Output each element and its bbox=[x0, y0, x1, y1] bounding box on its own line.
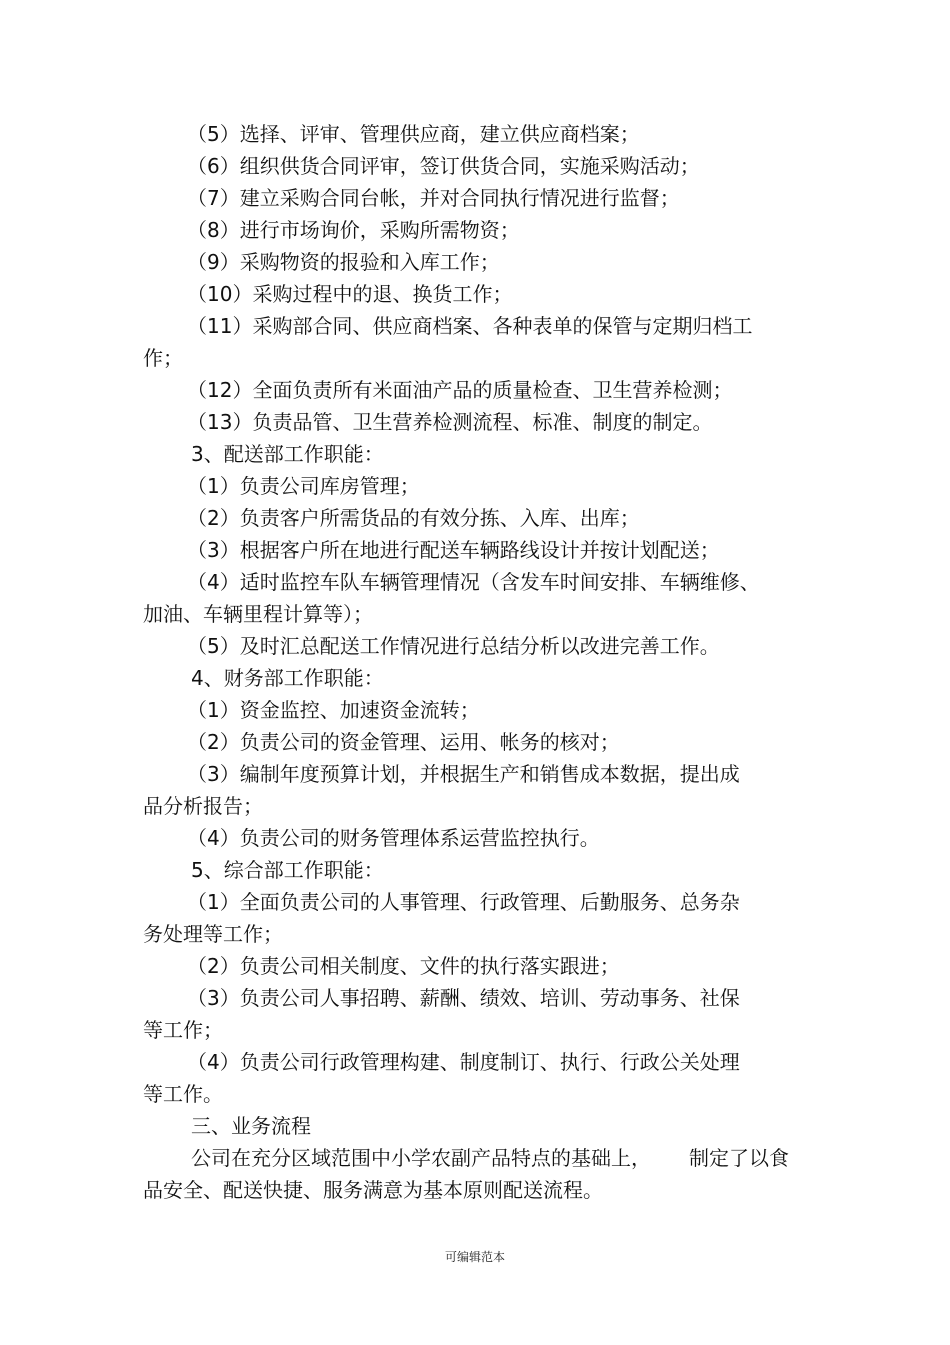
paragraph-line: （3）根据客户所在地进行配送车辆路线设计并按计划配送； bbox=[187, 538, 720, 562]
paragraph-line: 三、业务流程 bbox=[191, 1114, 311, 1138]
paragraph-line: （2）负责客户所需货品的有效分拣、入库、出库； bbox=[187, 506, 640, 530]
paragraph-line: （4）负责公司的财务管理体系运营监控执行。 bbox=[187, 826, 600, 850]
paragraph-line: （1）全面负责公司的人事管理、行政管理、后勤服务、总务杂 bbox=[187, 890, 740, 914]
paragraph-line bbox=[143, 1142, 808, 1174]
paragraph-line: （12）全面负责所有米面油产品的质量检查、卫生营养检测； bbox=[187, 378, 733, 402]
paragraph-line: （5）及时汇总配送工作情况进行总结分析以改进完善工作。 bbox=[187, 634, 720, 658]
paragraph-line: （4）适时监控车队车辆管理情况（含发车时间安排、车辆维修、 bbox=[187, 570, 760, 594]
paragraph-line: 3、配送部工作职能： bbox=[191, 442, 384, 466]
paragraph-line: 5、综合部工作职能： bbox=[191, 858, 384, 882]
paragraph-line: （5）选择、评审、管理供应商，建立供应商档案； bbox=[187, 122, 640, 146]
paragraph-line: （10）采购过程中的退、换货工作； bbox=[187, 282, 513, 306]
paragraph-line: （2）负责公司相关制度、文件的执行落实跟进； bbox=[187, 954, 620, 978]
paragraph-line: 品安全、配送快捷、服务满意为基本原则配送流程。 bbox=[143, 1178, 603, 1202]
paragraph-line: （11）采购部合同、供应商档案、各种表单的保管与定期归档工 bbox=[187, 314, 753, 338]
paragraph-line: 品分析报告； bbox=[143, 794, 263, 818]
paragraph-line: （13）负责品管、卫生营养检测流程、标准、制度的制定。 bbox=[187, 410, 713, 434]
paragraph-line: （3）编制年度预算计划，并根据生产和销售成本数据，提出成 bbox=[187, 762, 740, 786]
paragraph-line: 务处理等工作； bbox=[143, 922, 283, 946]
paragraph-line: （9）采购物资的报验和入库工作； bbox=[187, 250, 500, 274]
paragraph-line: 作； bbox=[143, 346, 183, 370]
paragraph-text-part1: 公司在充分区域范围中小学农副产品特点的基础上， bbox=[191, 1146, 651, 1170]
paragraph-line: 加油、车辆里程计算等）； bbox=[143, 602, 373, 626]
paragraph-text-part2: 制定了以食 bbox=[689, 1146, 789, 1170]
page-footer: 可编辑范本 bbox=[444, 1250, 505, 1264]
paragraph-line: （6）组织供货合同评审，签订供货合同，实施采购活动； bbox=[187, 154, 700, 178]
paragraph-line: （2）负责公司的资金管理、运用、帐务的核对； bbox=[187, 730, 620, 754]
paragraph-line: （1）负责公司库房管理； bbox=[187, 474, 420, 498]
paragraph-line: （4）负责公司行政管理构建、制度制订、执行、行政公关处理 bbox=[187, 1050, 740, 1074]
document-body bbox=[143, 118, 808, 1206]
paragraph-line: 等工作； bbox=[143, 1018, 223, 1042]
paragraph-line: 等工作。 bbox=[143, 1082, 223, 1106]
paragraph-line: （1）资金监控、加速资金流转； bbox=[187, 698, 480, 722]
paragraph-line: （3）负责公司人事招聘、薪酬、绩效、培训、劳动事务、社保 bbox=[187, 986, 740, 1010]
paragraph-line: （8）进行市场询价，采购所需物资； bbox=[187, 218, 520, 242]
paragraph-line: 4、财务部工作职能： bbox=[191, 666, 384, 690]
paragraph-line: （7）建立采购合同台帐，并对合同执行情况进行监督； bbox=[187, 186, 680, 210]
